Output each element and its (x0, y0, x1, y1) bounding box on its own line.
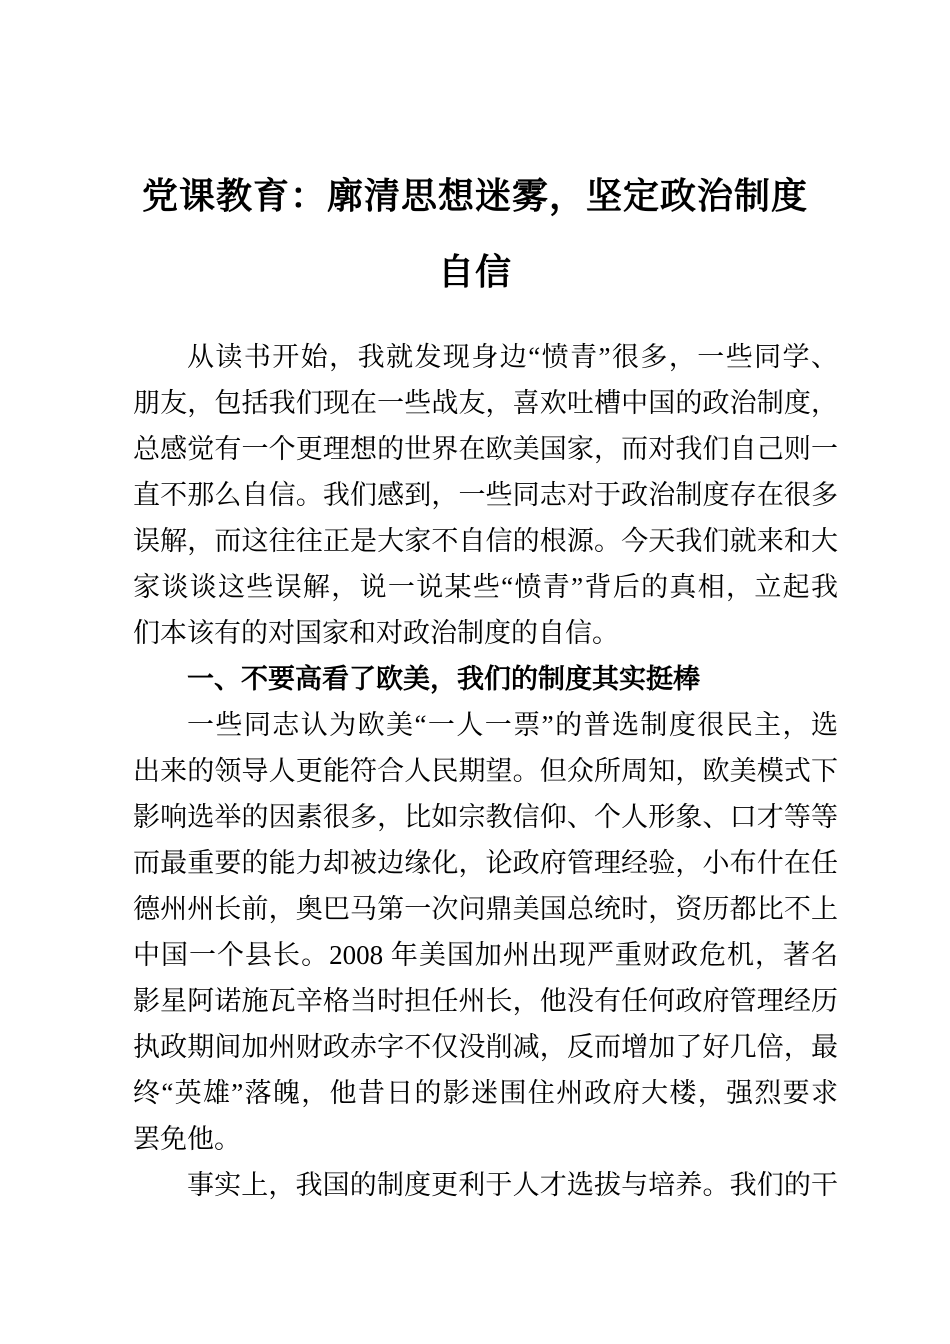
body-text-line: 误解，而这往往正是大家不自信的根源。今天我们就来和大 (133, 526, 838, 556)
section-heading: 一、不要高看了欧美，我们的制度其实挺棒 (187, 664, 700, 694)
document-title-line-1: 党课教育：廓清思想迷雾，坚定政治制度 (141, 176, 808, 216)
body-text-line: 家谈谈这些误解，说一说某些“愤青”背后的真相，立起我 (133, 572, 838, 602)
body-text-line: 终“英雄”落魄，他昔日的影迷围住州政府大楼，强烈要求 (133, 1078, 838, 1108)
body-text-line: 一些同志认为欧美“一人一票”的普选制度很民主，选 (187, 710, 838, 740)
body-text-line: 中国一个县长。2008 年美国加州出现严重财政危机，著名 (133, 940, 838, 970)
body-text-line: 直不那么自信。我们感到，一些同志对于政治制度存在很多 (133, 480, 838, 510)
body-text-line: 们本该有的对国家和对政治制度的自信。 (133, 618, 619, 648)
body-text-line: 执政期间加州财政赤字不仅没削减，反而增加了好几倍，最 (133, 1032, 838, 1062)
body-text-line: 德州州长前，奥巴马第一次问鼎美国总统时，资历都比不上 (133, 894, 838, 924)
body-text-line: 从读书开始，我就发现身边“愤青”很多，一些同学、 (187, 342, 838, 372)
body-text-line: 出来的领导人更能符合人民期望。但众所周知，欧美模式下 (133, 756, 838, 786)
body-text-line: 而最重要的能力却被边缘化，论政府管理经验，小布什在任 (133, 848, 838, 878)
body-text-line: 事实上，我国的制度更利于人才选拔与培养。我们的干 (187, 1170, 838, 1200)
body-text-line: 影星阿诺施瓦辛格当时担任州长，他没有任何政府管理经历 (133, 986, 838, 1016)
document-title (0, 0, 950, 310)
document-title-line-2: 自信 (437, 252, 512, 292)
document-body (133, 334, 838, 1208)
body-text-line: 总感觉有一个更理想的世界在欧美国家，而对我们自己则一 (133, 434, 838, 464)
body-text-line: 影响选举的因素很多，比如宗教信仰、个人形象、口才等等 (133, 802, 838, 832)
body-text-line: 朋友，包括我们现在一些战友，喜欢吐槽中国的政治制度， (133, 388, 838, 418)
body-text-line: 罢免他。 (133, 1124, 241, 1154)
